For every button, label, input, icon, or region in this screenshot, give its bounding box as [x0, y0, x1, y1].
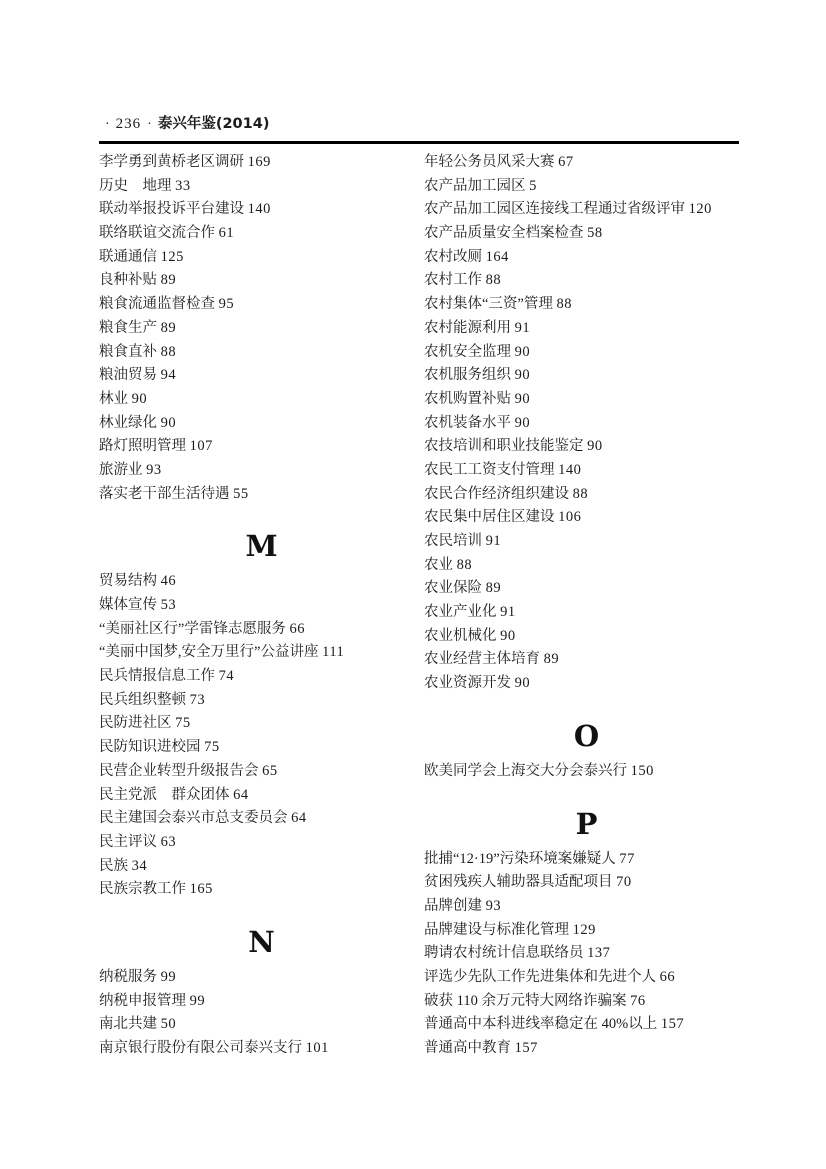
entry-term: 贫困残疾人辅助器具适配项目 [424, 874, 613, 891]
entry-page-number: 90 [500, 627, 516, 644]
entry-page-number: 95 [218, 296, 235, 313]
entry-page-number: 55 [233, 485, 249, 502]
index-entry [424, 625, 749, 649]
entry-page-number: 77 [619, 850, 635, 867]
entry-term: 农机装备水平 [424, 414, 511, 431]
entry-term: “美丽中国梦,安全万里行”公益讲座 [99, 644, 319, 661]
index-entry [99, 1013, 424, 1037]
entry-term: 民营企业转型升级报告会 [99, 762, 259, 779]
entry-term: 农产品质量安全档案检查 [424, 225, 584, 242]
entry-term: 评选少先队工作先进集体和先进个人 [424, 968, 656, 985]
index-entry [99, 689, 424, 713]
index-entry [99, 222, 424, 246]
index-entry [424, 554, 749, 578]
entry-page-number: 90 [160, 414, 177, 431]
index-entry [99, 341, 424, 365]
index-entry [99, 712, 424, 736]
index-entry [99, 855, 424, 879]
entry-page-number: 106 [558, 509, 582, 526]
index-entry [424, 871, 749, 895]
entry-page-number: 67 [558, 154, 574, 170]
entry-term: 联络联谊交流合作 [99, 225, 215, 242]
entry-term: 媒体宣传 [99, 597, 157, 613]
entry-term: 农业资源开发 [424, 675, 511, 692]
entry-term: 农民工工资支付管理 [424, 461, 555, 478]
index-entry [99, 665, 424, 689]
entry-page-number: 88 [160, 343, 177, 360]
index-entry [424, 222, 749, 246]
entry-page-number: 75 [204, 739, 220, 756]
entry-page-number: 140 [247, 201, 271, 218]
entry-term: 历史 地理 [99, 177, 172, 194]
entry-term: 农业产业化 [424, 604, 497, 621]
entry-term: 农业保险 [424, 580, 482, 597]
index-entry [99, 483, 424, 507]
entry-page-number: 90 [514, 390, 531, 407]
entry-term: 民防知识进校园 [99, 739, 201, 756]
entry-page-number: 120 [688, 201, 712, 218]
entry-term: 农机购置补贴 [424, 390, 511, 407]
entry-page-number: 76 [630, 992, 646, 1009]
entry-page-number: 88 [485, 272, 502, 289]
index-entry [424, 341, 749, 365]
entry-page-number: 169 [247, 154, 271, 170]
page-header [99, 112, 739, 144]
index-entry [424, 483, 749, 507]
entry-page-number: 61 [218, 225, 235, 242]
entry-page-number: 88 [456, 556, 473, 573]
index-entry [99, 807, 424, 831]
index-entry [99, 594, 424, 618]
entry-page-number: 58 [587, 225, 603, 242]
entry-term: 品牌创建 [424, 897, 482, 914]
entry-term: 农村集体“三资”管理 [424, 296, 553, 313]
index-entry [424, 848, 749, 872]
entry-page-number: 34 [131, 857, 148, 874]
index-entry [99, 641, 424, 665]
entry-page-number: 74 [218, 668, 235, 685]
index-entry [424, 648, 749, 672]
entry-page-number: 66 [659, 968, 676, 985]
entry-page-number: 89 [543, 651, 560, 668]
entry-term: 民族 [99, 857, 128, 874]
entry-page-number: 88 [556, 296, 572, 313]
entry-term: “美丽社区行”学雷锋志愿服务 [99, 620, 286, 637]
entry-page-number: 89 [160, 272, 177, 289]
index-entry [424, 175, 749, 199]
entry-page-number: 101 [305, 1040, 329, 1056]
entry-term: 破获 110 余万元特大网络诈骗案 [424, 992, 627, 1009]
entry-term: 欧美同学会上海交大分会泰兴行 [424, 762, 627, 779]
entry-term: 联动举报投诉平台建设 [99, 201, 244, 218]
entry-page-number: 165 [189, 881, 213, 898]
header-book-title: 泰兴年鉴(2014) [157, 116, 270, 132]
entry-term: 农业 [424, 556, 453, 573]
index-entry [99, 412, 424, 436]
entry-term: 落实老干部生活待遇 [99, 485, 230, 502]
entry-term: 农民集中居住区建设 [424, 509, 555, 526]
entry-page-number: 150 [630, 762, 654, 779]
page-content [99, 112, 739, 1061]
entry-page-number: 75 [175, 715, 191, 732]
entry-term: 民族宗教工作 [99, 881, 186, 898]
entry-term: 农业机械化 [424, 627, 497, 644]
index-entry [424, 1037, 749, 1061]
section-letter-P: P [575, 806, 598, 841]
index-entry [99, 459, 424, 483]
entry-page-number: 53 [160, 597, 177, 613]
entry-term: 民主党派 群众团体 [99, 786, 230, 803]
entry-term: 粮食直补 [99, 343, 157, 360]
entry-page-number: 73 [189, 691, 206, 708]
index-column-right [424, 151, 749, 1061]
entry-page-number: 93 [146, 461, 162, 478]
section-letter-N: N [248, 924, 275, 959]
index-entry [424, 672, 749, 696]
entry-page-number: 90 [514, 675, 531, 692]
entry-page-number: 46 [160, 573, 177, 590]
index-entry [424, 530, 749, 554]
index-entry [424, 435, 749, 459]
entry-term: 林业绿化 [99, 414, 157, 431]
index-entry [424, 601, 749, 625]
index-entry [99, 175, 424, 199]
index-entry [424, 293, 749, 317]
entry-page-number: 50 [160, 1016, 177, 1033]
entry-page-number: 90 [514, 414, 531, 431]
entry-term: 民主评议 [99, 833, 157, 850]
header-page-number: 236 [115, 116, 142, 132]
entry-page-number: 89 [485, 580, 502, 597]
entry-term: 民主建国会泰兴市总支委员会 [99, 810, 288, 827]
index-entry [99, 388, 424, 412]
index-entry [424, 364, 749, 388]
index-entry [424, 895, 749, 919]
entry-term: 良种补贴 [99, 272, 157, 289]
entry-term: 农民培训 [424, 533, 482, 549]
entry-page-number: 89 [160, 319, 177, 336]
entry-term: 普通高中本科进线率稳定在 40%以上 [424, 1016, 658, 1033]
entry-term: 农机安全监理 [424, 343, 511, 360]
entry-term: 民防进社区 [99, 715, 172, 732]
entry-term: 粮油贸易 [99, 367, 157, 384]
index-entry [424, 246, 749, 270]
entry-page-number: 88 [572, 485, 589, 502]
index-entry [424, 577, 749, 601]
index-column-left [99, 151, 424, 1061]
entry-term: 纳税服务 [99, 968, 157, 985]
index-entry [99, 990, 424, 1014]
entry-page-number: 70 [616, 874, 632, 891]
entry-page-number: 33 [175, 177, 191, 194]
index-entry [99, 878, 424, 902]
entry-term: 聘请农村统计信息联络员 [424, 945, 584, 962]
index-entry [99, 760, 424, 784]
entry-term: 林业 [99, 390, 128, 407]
entry-page-number: 91 [514, 319, 531, 336]
index-entry [424, 317, 749, 341]
index-entry [424, 506, 749, 530]
entry-term: 南北共建 [99, 1016, 157, 1033]
index-entry [424, 919, 749, 943]
entry-page-number: 64 [233, 786, 249, 803]
entry-page-number: 99 [189, 992, 206, 1009]
index-entry [99, 831, 424, 855]
entry-page-number: 90 [514, 343, 531, 360]
entry-page-number: 66 [289, 620, 305, 637]
entry-page-number: 107 [189, 438, 213, 455]
entry-term: 农村能源利用 [424, 319, 511, 336]
index-entry [99, 151, 424, 175]
index-entry [99, 1037, 424, 1061]
entry-term: 农技培训和职业技能鉴定 [424, 438, 584, 455]
entry-term: 纳税申报管理 [99, 992, 186, 1009]
section-letter-O: O [573, 718, 600, 753]
entry-term: 农村工作 [424, 272, 482, 289]
entry-page-number: 157 [660, 1016, 685, 1033]
entry-term: 南京银行股份有限公司泰兴支行 [99, 1040, 302, 1056]
entry-term: 民兵组织整顿 [99, 691, 186, 708]
index-entry [424, 412, 749, 436]
entry-term: 粮食流通监督检查 [99, 296, 215, 313]
entry-page-number: 64 [291, 810, 307, 827]
entry-term: 旅游业 [99, 461, 143, 478]
entry-term: 农民合作经济组织建设 [424, 485, 569, 502]
index-entry [424, 269, 749, 293]
entry-term: 路灯照明管理 [99, 438, 186, 455]
index-entry [99, 966, 424, 990]
index-columns [99, 151, 739, 1061]
index-entry [99, 246, 424, 270]
entry-page-number: 111 [322, 644, 345, 661]
entry-page-number: 93 [485, 897, 502, 914]
entry-page-number: 125 [160, 248, 184, 265]
entry-term: 农业经营主体培育 [424, 651, 540, 668]
entry-term: 普通高中教育 [424, 1040, 511, 1056]
entry-term: 农村改厕 [424, 248, 482, 265]
entry-page-number: 90 [131, 390, 148, 407]
entry-term: 贸易结构 [99, 573, 157, 590]
entry-page-number: 94 [160, 367, 177, 384]
index-entry [99, 198, 424, 222]
entry-page-number: 91 [500, 604, 516, 621]
header-separator-dot: · [147, 117, 152, 132]
index-entry [424, 459, 749, 483]
index-entry [99, 736, 424, 760]
entry-page-number: 129 [572, 921, 596, 938]
entry-page-number: 5 [529, 177, 537, 194]
entry-term: 农机服务组织 [424, 367, 511, 384]
entry-term: 粮食生产 [99, 319, 157, 336]
index-entry [424, 388, 749, 412]
entry-term: 农产品加工园区 [424, 177, 526, 194]
index-entry [424, 942, 749, 966]
index-entry [99, 317, 424, 341]
entry-page-number: 140 [558, 461, 582, 478]
index-entry [99, 570, 424, 594]
header-separator-dot: · [105, 117, 110, 132]
entry-term: 年轻公务员风采大赛 [424, 154, 555, 170]
index-entry [99, 618, 424, 642]
index-entry [99, 784, 424, 808]
entry-page-number: 63 [160, 833, 177, 850]
index-entry [99, 293, 424, 317]
entry-page-number: 90 [514, 367, 531, 384]
entry-term: 批捕“12·19”污染环境案嫌疑人 [424, 850, 616, 867]
index-entry [424, 990, 749, 1014]
entry-page-number: 65 [262, 762, 278, 779]
entry-page-number: 91 [485, 533, 502, 549]
index-entry [424, 198, 749, 222]
section-letter-M: M [245, 529, 278, 564]
entry-page-number: 157 [514, 1040, 538, 1056]
entry-term: 民兵情报信息工作 [99, 668, 215, 685]
entry-term: 农产品加工园区连接线工程通过省级评审 [424, 201, 685, 218]
entry-term: 品牌建设与标准化管理 [424, 921, 569, 938]
entry-term: 联通通信 [99, 248, 157, 265]
entry-page-number: 99 [160, 968, 177, 985]
entry-page-number: 90 [587, 438, 603, 455]
index-entry [424, 966, 749, 990]
index-entry [99, 269, 424, 293]
index-entry [99, 435, 424, 459]
index-entry [99, 364, 424, 388]
entry-term: 李学勇到黄桥老区调研 [99, 154, 244, 170]
entry-page-number: 137 [587, 945, 611, 962]
index-entry [424, 760, 749, 784]
index-entry [424, 1013, 749, 1037]
entry-page-number: 164 [485, 248, 509, 265]
index-entry [424, 151, 749, 175]
